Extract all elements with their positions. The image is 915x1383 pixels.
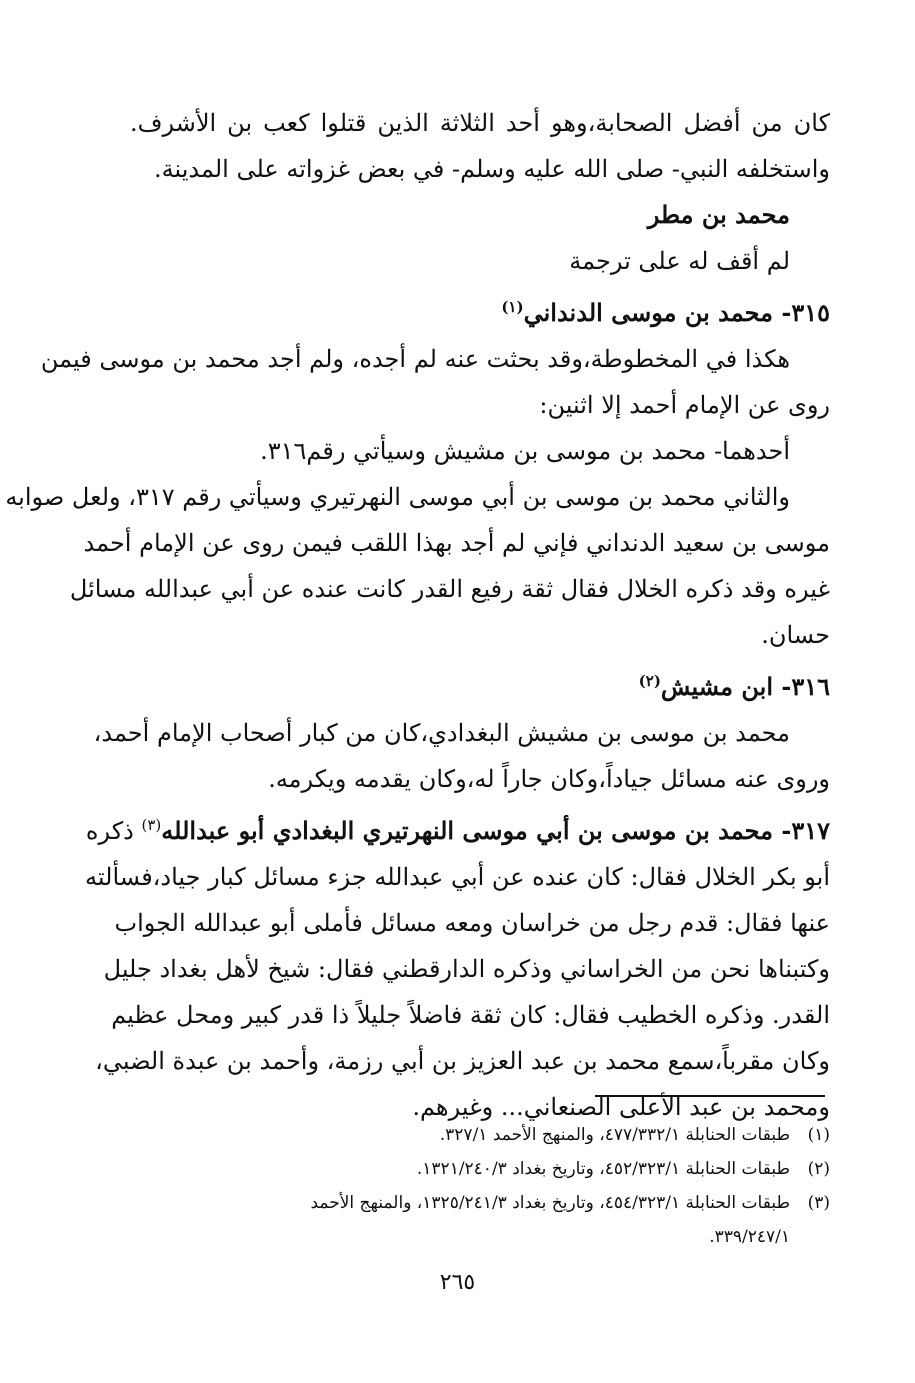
footnote-number: (١): [807, 1125, 830, 1145]
footnotes: [130, 1118, 830, 1254]
entry-heading: [130, 284, 830, 336]
text-line: وكان مقرباً،سمع محمد بن عبد العزيز بن أبي رزمة، وأحمد بن عبدة الضبي،: [95, 1047, 830, 1075]
main-text: [5, 100, 830, 1130]
text-line: محمد بن موسى بن مشيش البغدادي،كان من كبار أصحاب الإمام أحمد،: [93, 719, 790, 747]
footnote-ref: (٣): [141, 816, 162, 834]
footnote-text: طبقات الحنابلة ٤٧٧/٣٣٢/١، والمنهج الأحمد ٣٢٧/١.: [439, 1125, 790, 1145]
text-fragment: ذكره: [85, 817, 134, 845]
text-line: أحدهما- محمد بن موسى بن مشيش وسيأتي رقم٣١٦.: [260, 437, 790, 465]
text-line: وروى عنه مسائل جياداً،وكان جاراً له،وكان يقدمه ويكرمه.: [268, 765, 830, 793]
footnote-ref: (١): [501, 298, 524, 316]
footnote-item: [130, 1186, 830, 1220]
footnote-divider: [595, 1095, 825, 1097]
footnote-item: [130, 1152, 830, 1186]
entry-heading: [85, 802, 830, 854]
page-number: ٢٦٥: [439, 1270, 476, 1295]
text-line: وكتبناها نحن من الخراساني وذكره الدارقطني فقال: شيخ لأهل بغداد جليل: [103, 955, 830, 983]
footnote-number: (٣): [807, 1193, 830, 1213]
text-line: غيره وقد ذكره الخلال فقال ثقة رفيع القدر كانت عنده عن أبي عبدالله مسائل: [69, 575, 830, 603]
text-line: القدر. وذكره الخطيب فقال: كان ثقة فاضلاً جليلاً ذا قدر كبير ومحل عظيم: [111, 1001, 830, 1029]
entry-title: ٣١٧- محمد بن موسى بن أبي موسى النهرتيري البغدادي أبو عبدالله: [161, 816, 830, 845]
text-line: ومحمد بن عبد الأعلى الصنعاني... وغيرهم.: [412, 1093, 830, 1121]
text-line: حسان.: [761, 621, 830, 649]
entry-heading: محمد بن مطر: [647, 200, 790, 229]
text-line: موسى بن سعيد الدنداني فإني لم أجد بهذا اللقب فيمن روى عن الإمام أحمد: [83, 529, 830, 557]
text-line: أبو بكر الخلال فقال: كان عنده عن أبي عبدالله جزء مسائل كبار جياد،فسألته: [85, 863, 830, 891]
text-line: والثاني محمد بن موسى بن أبي موسى النهرتيري وسيأتي رقم ٣١٧، ولعل صوابه: [5, 483, 790, 511]
text-line: هكذا في المخطوطة،وقد بحثت عنه لم أجده، ولم أجد محمد بن موسى فيمن: [40, 345, 790, 373]
footnote-continuation: ٣٣٩/٢٤٧/١.: [709, 1227, 790, 1247]
entry-title: ٣١٥- محمد بن موسى الدنداني: [523, 298, 830, 327]
footnote-number: (٢): [807, 1159, 830, 1179]
entry-title: ٣١٦- ابن مشيش: [660, 672, 830, 701]
text-line: عنها فقال: قدم رجل من خراسان ومعه مسائل فأملى أبو عبدالله الجواب: [114, 909, 830, 937]
entry-heading: [130, 658, 830, 710]
text-line: واستخلفه النبي- صلى الله عليه وسلم- في بعض غزواته على المدينة.: [153, 155, 830, 183]
text-line: روى عن الإمام أحمد إلا اثنين:: [539, 391, 830, 419]
text-line: لم أقف له على ترجمة: [569, 247, 790, 275]
footnote-ref: (٢): [638, 672, 661, 690]
footnote-item: [130, 1118, 830, 1152]
footnote-text: طبقات الحنابلة ٤٥٢/٣٢٣/١، وتاريخ بغداد ١٣٢١/٢٤٠/٣.: [416, 1159, 790, 1179]
text-line: كان من أفضل الصحابة،وهو أحد الثلاثة الذين قتلوا كعب بن الأشرف.: [130, 109, 830, 137]
footnote-text: طبقات الحنابلة ٤٥٤/٣٢٣/١، وتاريخ بغداد ١٣٢٥/٢٤١/٣، والمنهج الأحمد: [310, 1193, 790, 1213]
